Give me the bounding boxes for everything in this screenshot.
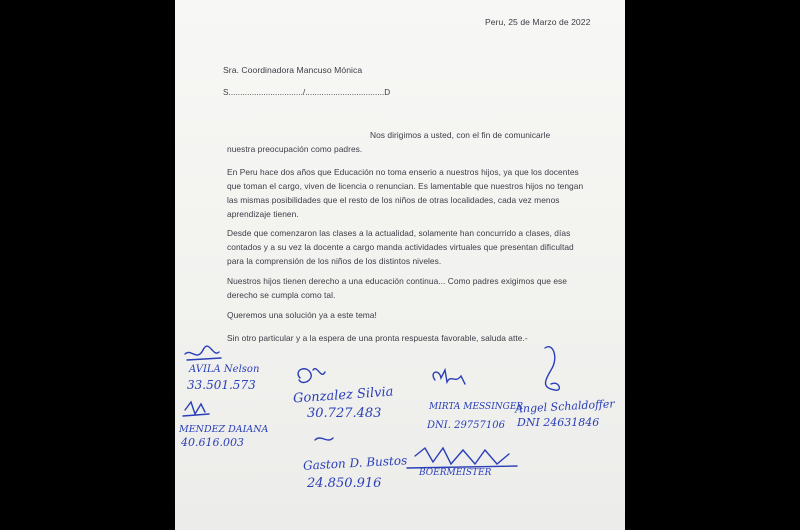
signature-5-name: MENDEZ DAIANA <box>179 424 269 435</box>
letter-paragraph-3: Nuestros hijos tienen derecho a una educación continua... Como padres exigimos que ese derecho se cumpla como tal. <box>227 276 567 300</box>
scribble-5 <box>183 402 209 416</box>
letter-date: Peru, 25 de Marzo de 2022 <box>485 17 591 27</box>
signature-2-name: Gonzalez Silvia <box>292 384 394 407</box>
signature-6-name: Gaston D. Bustos <box>302 453 408 473</box>
scribble-4 <box>545 347 559 391</box>
scribble-7 <box>407 448 517 468</box>
letter-closing: Sin otro particular y a la espera de una pronta respuesta favorable, saluda atte.- <box>227 333 528 343</box>
signature-1-id: 33.501.573 <box>187 378 256 392</box>
signatures-area <box>175 340 625 530</box>
signature-6-id: 24.850.916 <box>307 476 382 491</box>
letter-recipient: Sra. Coordinadora Mancuso Mónica <box>223 65 363 75</box>
letter-paragraph-2: Desde que comenzaron las clases a la actualidad, solamente han concurrido a clases, días contados y a su vez la docente a cargo manda actividades virtuales que presentan dificultad para la comprensión de los niños de los distintos niveles. <box>227 228 574 266</box>
letter-paragraph-4: Queremos una solución ya a este tema! <box>227 310 377 320</box>
signature-3-name: MIRTA MESSINGER <box>429 402 524 412</box>
letter-intro-line-2: nuestra preocupación como padres. <box>227 144 363 154</box>
signature-2-id: 30.727.483 <box>307 406 382 421</box>
signature-7-name: BOERMEISTER <box>419 468 492 478</box>
scribble-3 <box>433 370 465 384</box>
signature-4-id: DNI 24631846 <box>517 416 600 429</box>
signature-3-id: DNI. 29757106 <box>427 420 505 431</box>
letter-paragraph-1: En Peru hace dos años que Educación no toma enserio a nuestros hijos, ya que los docentes que toman el cargo, viven de licencia o renuncian. Es lamentable que nuestros hijos no tengan las mismas posibilidades que el resto de los niños de otras localidades, cada vez menos aprendizaje tienen. <box>227 167 584 219</box>
scribble-2 <box>298 369 325 383</box>
letter-sheet <box>175 0 625 530</box>
signature-4-name: Angel Schaldoffer <box>514 397 615 416</box>
letter-salutation-sd: S................................/..................................D <box>223 88 391 97</box>
scribble-6 <box>315 438 333 440</box>
scribble-1 <box>185 346 221 360</box>
signature-1-name: AVILA Nelson <box>189 364 260 375</box>
letter-intro-line-1: Nos dirigimos a usted, con el fin de comunicarle <box>370 130 551 140</box>
signature-5-id: 40.616.003 <box>181 436 244 449</box>
